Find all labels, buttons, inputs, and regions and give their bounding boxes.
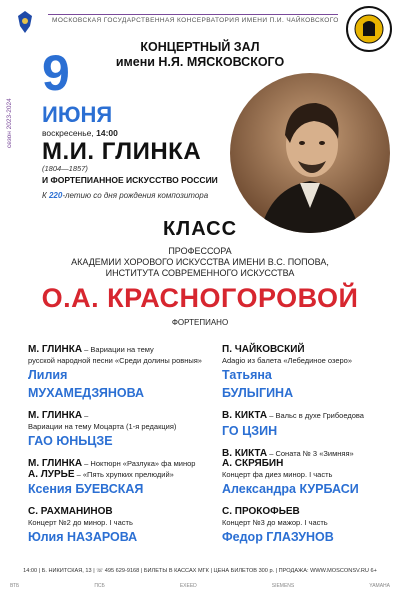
partner-logo: SIEMENS xyxy=(271,583,295,589)
composer-portrait xyxy=(230,73,390,233)
header-rule xyxy=(48,14,338,15)
program-item: М. ГЛИНКА – Вариации на тему Моцарта (1-я редакция) ГАО ЮНЬЦЗЕ xyxy=(28,411,208,450)
performer-name: Татьяна xyxy=(222,368,272,382)
performer-name: ГАО ЮНЬЦЗЕ xyxy=(28,434,113,448)
concert-subtitle: И ФОРТЕПИАННОЕ ИСКУССТВО РОССИИ xyxy=(42,175,218,185)
season-label: сезон 2023-2024 xyxy=(6,98,13,149)
performer-name: Ксения БУЕВСКАЯ xyxy=(28,482,144,496)
partner-logo: YAMAHA xyxy=(369,583,390,589)
professor-affiliation: ПРОФЕССОРА АКАДЕМИИ ХОРОВОГО ИСКУССТВА ИМЕНИ В.С. ПОПОВА, ИНСТИТУТА СОВРЕМЕННОГО ИСКУССТВА xyxy=(71,246,329,278)
ministry-emblem-icon xyxy=(10,8,40,38)
hall-name: КОНЦЕРТНЫЙ ЗАЛ имени Н.Я. МЯСКОВСКОГО xyxy=(115,40,285,69)
performer-name: Федор ГЛАЗУНОВ xyxy=(222,530,334,544)
program-item: В. КИКТА – Вальс в духе Грибоедова ГО ЦЗИН xyxy=(222,411,394,440)
performer-name: ГО ЦЗИН xyxy=(222,423,278,438)
concert-day: 9 xyxy=(42,45,70,101)
performer-surname: МУХАМЕДЗЯНОВА xyxy=(28,386,145,400)
partner-logo: EXEED xyxy=(179,583,197,589)
performer-surname: БУЛЫГИНА xyxy=(222,386,294,400)
composer-years: (1804—1857) xyxy=(42,164,88,173)
concert-weekday-time: воскресенье, 14:00 xyxy=(42,128,118,138)
program-item: М. ГЛИНКА – Вариации на тему русской народной песни «Среди долины ровныя» Лилия МУХАМЕДЗЯНОВА xyxy=(28,345,208,402)
performer-name: Лилия xyxy=(28,368,68,382)
anniversary-line: К 220-летию со дня рождения композитора xyxy=(42,191,209,200)
teacher-name: О.А. КРАСНОГОРОВОЙ xyxy=(41,283,359,313)
partner-logos xyxy=(0,580,400,592)
composer-name: М.И. ГЛИНКА xyxy=(42,138,202,165)
program-column-left xyxy=(28,345,208,555)
partner-logo: ВТБ xyxy=(10,583,20,589)
concert-month: ИЮНЯ xyxy=(42,102,113,127)
program-item: С. РАХМАНИНОВ Концерт №2 до минор. I часть Юлия НАЗАРОВА xyxy=(28,507,208,546)
class-heading: КЛАСС xyxy=(162,218,238,240)
instrument-label: ФОРТЕПИАНО xyxy=(171,318,229,327)
program-item: П. ЧАЙКОВСКИЙ Adagio из балета «Лебединое озеро» Татьяна БУЛЫГИНА xyxy=(222,345,394,402)
performer-name: Александра КУРБАСИ xyxy=(222,482,359,496)
footer-info: 14:00 | Б. НИКИТСКАЯ, 13 | ☏ 495 629-9168 | БИЛЕТЫ В КАССАХ МГК | ЦЕНА БИЛЕТОВ 300 р. | ПРОДАЖА: WWW.MOSCONSV.RU 6+ xyxy=(23,568,377,574)
program-column-right xyxy=(222,345,394,555)
partner-logo: ПСБ xyxy=(94,583,105,589)
institution-name: МОСКОВСКАЯ ГОСУДАРСТВЕННАЯ КОНСЕРВАТОРИЯ ИМЕНИ П.И. ЧАЙКОВСКОГО xyxy=(52,17,339,24)
program-item: М. ГЛИНКА – Ноктюрн «Разлука» фа минор А. ЛУРЬЕ – «Пять хрупких прелюдий» Ксения БУЕВСКАЯ xyxy=(28,459,208,498)
program-item: В. КИКТА – Соната № 3 «Зимняя» А. СКРЯБИН Концерт фа диез минор. I часть Александра КУРБАСИ xyxy=(222,449,394,499)
program-item: С. ПРОКОФЬЕВ Концерт №3 до мажор. I часть Федор ГЛАЗУНОВ xyxy=(222,507,394,546)
performer-name: Юлия НАЗАРОВА xyxy=(28,530,138,544)
